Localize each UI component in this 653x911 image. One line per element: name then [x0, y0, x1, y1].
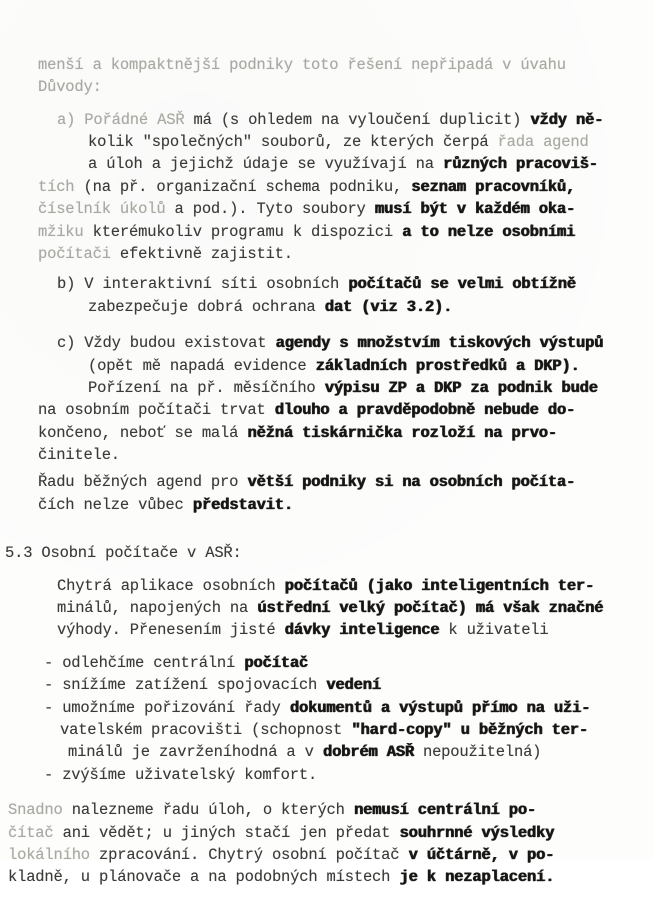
typed-text: nepoužitelná)	[422, 743, 542, 762]
text-line-item-a	[88, 131, 653, 153]
typed-text: a pod.). Tyto soubory	[174, 200, 375, 219]
typed-text: k uživateli	[439, 621, 549, 640]
typed-text: - snížíme zatížení spojovacích	[44, 676, 327, 695]
typed-text: kolik "společných" souborů, ze kterých čerpá	[88, 132, 498, 151]
document-text-body	[0, 54, 653, 889]
faded-text: tích	[38, 177, 84, 196]
typed-text: minálů, napojených na	[57, 599, 258, 618]
typed-text: Řadu běžných agend pro	[38, 473, 248, 492]
text-line-item-a	[38, 243, 653, 265]
overstruck-text: různých pracoviš-	[442, 155, 598, 174]
overstruck-text: větší podniky si na osobních počíta-	[247, 473, 575, 492]
typed-text: c) Vždy budou existovat	[57, 334, 276, 353]
text-line-para-2	[8, 799, 653, 821]
typed-text: Chytrá aplikace osobních	[57, 576, 285, 595]
typed-text: - odlehčíme centrální	[44, 653, 245, 672]
typed-text: vatelském pracovišti (schopnost	[60, 720, 352, 739]
text-line-item-c	[38, 422, 653, 444]
text-line-item-c	[38, 444, 653, 466]
overstruck-text: a to nelze osobními	[402, 222, 575, 241]
overstruck-text: seznam pracovníků,	[411, 177, 575, 196]
typed-text: nalezneme řadu úloh, o kterých	[71, 801, 354, 820]
text-line-item-c	[88, 355, 653, 377]
overstruck-text: představit.	[192, 495, 293, 514]
text-line-item-c	[38, 399, 653, 421]
typed-text: Pořízení na př. měsíčního	[88, 378, 325, 397]
text-line-closing	[38, 494, 653, 516]
typed-text: má (s ohledem na vyloučení duplicit)	[193, 110, 531, 129]
typed-text: - umožníme pořizování řady	[44, 698, 290, 717]
typed-text: b) V interaktivní síti osobních	[57, 275, 349, 294]
overstruck-text: dávky inteligence	[284, 621, 440, 640]
typed-text: efektivně zajistit.	[119, 244, 293, 263]
overstruck-text: dobrém ASŘ	[322, 743, 423, 762]
text-line-item-b	[57, 273, 653, 295]
overstruck-text: je k nezaplacení.	[399, 868, 555, 887]
overstruck-text: základních prostředků a DKP).	[315, 356, 580, 375]
text-line-para-2	[8, 844, 653, 866]
text-line-bullets	[68, 741, 653, 763]
typed-text: na osobním počítači trvat	[38, 401, 275, 420]
typed-text: činitele.	[38, 446, 120, 465]
typed-text: 5.3 Osobní počítače v ASŘ:	[5, 544, 242, 563]
typed-text: zpracování. Chytrý osobní počítač	[99, 845, 409, 864]
faded-text: Důvody:	[38, 78, 102, 97]
text-line-item-a	[38, 198, 653, 220]
overstruck-text: ústřední velký počítač) má však značné	[257, 599, 604, 618]
overstruck-text: počítačů se velmi obtížně	[348, 275, 576, 294]
text-line-intro	[38, 76, 653, 98]
text-line-bullets	[44, 697, 653, 719]
overstruck-text: něžná tiskárnička rozloží na prvo-	[247, 423, 557, 442]
typed-text: minálů je zavrženíhodná a v	[68, 743, 323, 762]
faded-text: počítači	[38, 244, 120, 263]
overstruck-text: nemusí centrální po-	[353, 801, 536, 820]
text-line-para-2	[8, 822, 653, 844]
overstruck-text: v účtárně, v po-	[408, 845, 555, 864]
typed-text: výhody. Přenesením jisté	[57, 621, 285, 640]
overstruck-text: "hard-copy" u běžných ter-	[351, 720, 588, 739]
text-line-item-a	[38, 221, 653, 243]
typed-text: zabezpečuje dobrá ochrana	[88, 297, 325, 316]
text-line-item-a	[57, 109, 653, 131]
typed-text: ani vědět; u jiných stačí jen předat	[62, 823, 400, 842]
overstruck-text: musí být v každém oka-	[374, 200, 575, 219]
overstruck-text: počítačů (jako inteligentních ter-	[284, 576, 594, 595]
faded-text: menší a kompaktnější podniky toto řešení nepřipadá v úvahu	[38, 55, 566, 74]
typed-text: (opět mě napadá evidence	[88, 356, 316, 375]
overstruck-text: vždy ně-	[530, 110, 604, 129]
faded-text: řada agend	[497, 132, 589, 151]
typed-text: kladně, u plánovače a na podobných místech	[8, 868, 400, 887]
text-line-para-1	[57, 575, 653, 597]
overstruck-text: souhrnné výsledky	[399, 823, 555, 842]
faded-text: čítač	[8, 823, 63, 842]
overstruck-text: dlouho a pravděpodobně nebude do-	[274, 401, 575, 420]
overstruck-text: počítač	[244, 653, 308, 672]
text-line-intro	[38, 54, 653, 76]
faded-text: mžiku	[38, 222, 93, 241]
typed-text: čích nelze vůbec	[38, 495, 193, 514]
faded-text: lokálního	[8, 845, 100, 864]
typed-text: - zvýšíme uživatelský komfort.	[44, 765, 318, 784]
overstruck-text: dat (viz 3.2).	[324, 297, 453, 316]
text-line-item-c	[57, 332, 653, 354]
overstruck-text: vedení	[326, 676, 381, 695]
text-line-bullets	[60, 719, 653, 741]
faded-text: Snadno	[8, 801, 72, 820]
typed-text: kterémukoliv programu k dispozici	[92, 222, 403, 241]
text-line-bullets	[44, 652, 653, 674]
overstruck-text: výpisu ZP a DKP za podnik bude	[324, 378, 598, 397]
faded-text: a) Pořádné ASŘ	[57, 110, 194, 129]
text-line-item-b	[88, 296, 653, 318]
text-line-item-a	[38, 176, 653, 198]
text-line-heading	[5, 542, 653, 564]
text-line-item-a	[88, 153, 653, 175]
typed-text: (na př. organizační schema podniku,	[83, 177, 412, 196]
faded-text: číselník úkolů	[38, 200, 175, 219]
text-line-para-2	[8, 866, 653, 888]
text-line-closing	[38, 471, 653, 493]
text-line-para-1	[57, 597, 653, 619]
text-line-bullets	[44, 674, 653, 696]
overstruck-text: dokumentů a výstupů přímo na uži-	[289, 698, 591, 717]
overstruck-text: agendy s množstvím tiskových výstupů	[275, 334, 604, 353]
text-line-para-1	[57, 619, 653, 641]
text-line-item-c	[88, 377, 653, 399]
typed-text: a úloh a jejichž údaje se využívají na	[88, 155, 443, 174]
text-line-bullets	[44, 764, 653, 786]
typed-text: končeno, neboť se malá	[38, 423, 248, 442]
